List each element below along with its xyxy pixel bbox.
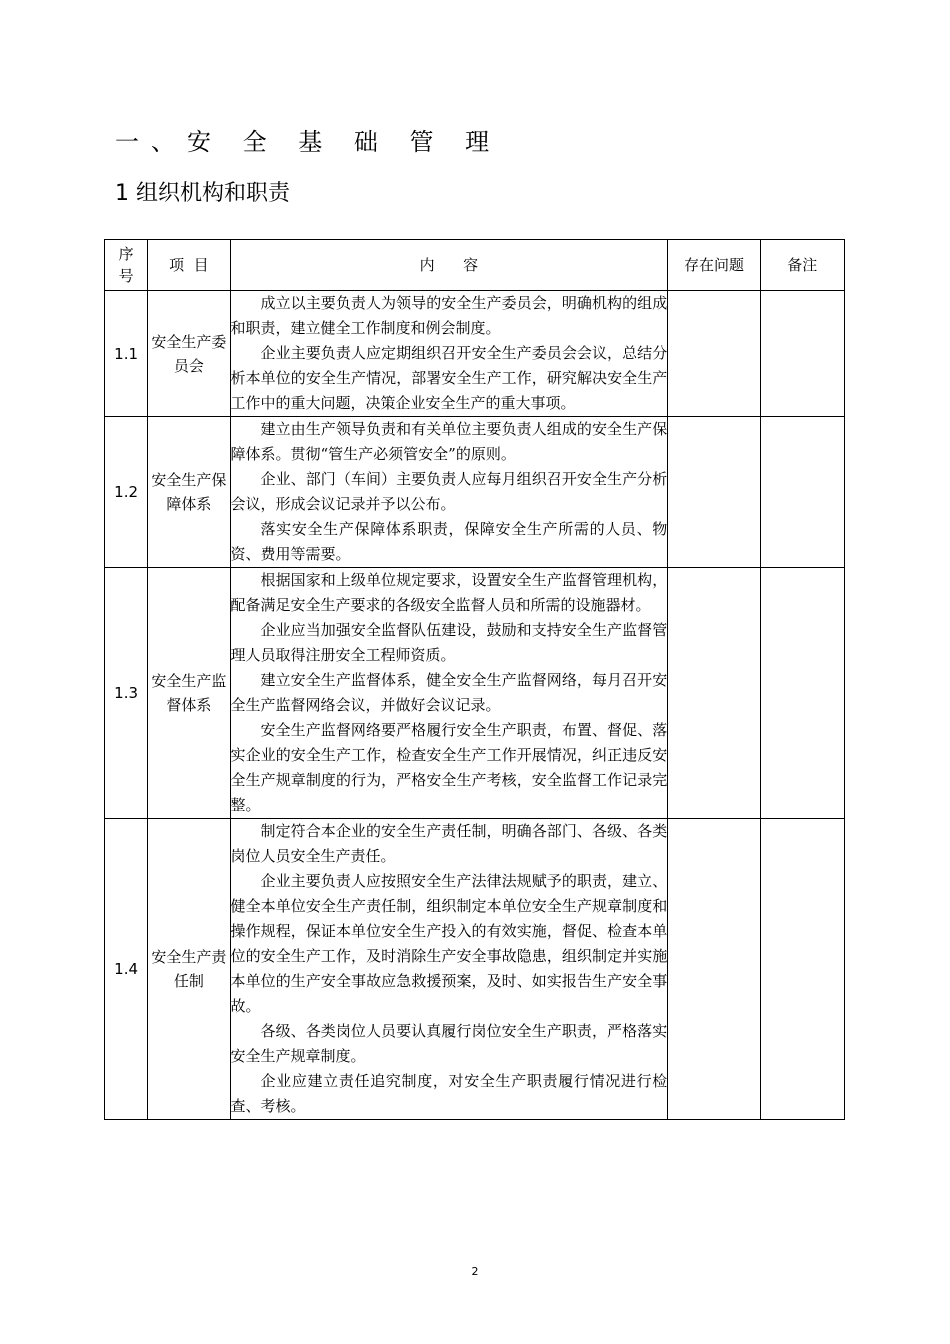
row-item [148,568,230,819]
content-paragraph: 落实安全生产保障体系职责，保障安全生产所需的人员、物资、费用等需要。 [230,520,668,563]
content-paragraph: 企业、部门（车间）主要负责人应每月组织召开安全生产分析会议，形成会议记录并予以公布。 [230,470,668,513]
content-paragraph: 成立以主要负责人为领导的安全生产委员会，明确机构的组成和职责，建立健全工作制度和例会制度。 [230,294,668,337]
content-paragraph: 企业应当加强安全监督队伍建设，鼓励和支持安全生产监督管理人员取得注册安全工程师资质。 [230,621,668,664]
content-paragraph: 企业主要负责人应定期组织召开安全生产委员会会议，总结分析本单位的安全生产情况，部署安全生产工作，研究解决安全生产工作中的重大问题，决策企业安全生产的重大事项。 [230,344,668,412]
row-item [148,819,230,1120]
row-issue-cell [668,819,760,1120]
content-paragraph: 企业应建立责任追究制度，对安全生产职责履行情况进行检查、考核。 [230,1072,668,1115]
row-issue-cell [668,291,760,417]
section-heading: 一、安 全 基 础 管 理 [115,128,502,156]
row-content [230,568,668,819]
row-item-label: 安全生产监督体系 [151,672,227,714]
row-note-cell [760,568,844,819]
row-number: 1.1 [105,291,148,417]
row-number: 1.4 [105,819,148,1120]
row-note-cell [760,291,844,417]
content-paragraph: 建立由生产领导负责和有关单位主要负责人组成的安全生产保障体系。贯彻“管生产必须管安全”的原则。 [230,420,668,463]
row-item [148,291,230,417]
row-content [230,417,668,568]
header-item: 项 目 [148,240,230,291]
row-item [148,417,230,568]
row-item-label: 安全生产责任制 [151,948,227,990]
table-row [105,568,845,819]
responsibility-table [104,239,845,1120]
page-number: 2 [471,1265,479,1278]
row-content [230,291,668,417]
row-item-label: 安全生产保障体系 [151,471,227,513]
row-note-cell [760,417,844,568]
table-header-row [105,240,845,291]
table-row [105,291,845,417]
content-paragraph: 制定符合本企业的安全生产责任制，明确各部门、各级、各类岗位人员安全生产责任。 [230,822,668,865]
header-no: 序号 [105,240,148,291]
header-issue: 存在问题 [668,240,760,291]
table-row [105,417,845,568]
row-number: 1.2 [105,417,148,568]
content-paragraph: 各级、各类岗位人员要认真履行岗位安全生产职责，严格落实安全生产规章制度。 [230,1022,668,1065]
table-row [105,819,845,1120]
header-note: 备注 [760,240,844,291]
content-paragraph: 建立安全生产监督体系，健全安全生产监督网络，每月召开安全生产监督网络会议，并做好会议记录。 [230,671,668,714]
content-paragraph: 根据国家和上级单位规定要求，设置安全生产监督管理机构，配备满足安全生产要求的各级安全监督人员和所需的设施器材。 [230,571,668,614]
row-item-label: 安全生产委员会 [151,332,227,375]
subsection-heading: 1 组织机构和职责 [115,181,290,206]
row-note-cell [760,819,844,1120]
header-content: 内 容 [230,240,668,291]
row-number: 1.3 [105,568,148,819]
row-issue-cell [668,568,760,819]
row-issue-cell [668,417,760,568]
content-paragraph: 企业主要负责人应按照安全生产法律法规赋予的职责，建立、健全本单位安全生产责任制，组织制定本单位安全生产规章制度和操作规程，保证本单位安全生产投入的有效实施，督促、检查本单位的安全生产工作，及时消除生产安全事故隐患，组织制定并实施本单位的生产安全事故应急救援预案，及时、如实报告生产安全事故。 [230,872,668,1015]
row-content [230,819,668,1120]
content-paragraph: 安全生产监督网络要严格履行安全生产职责，布置、督促、落实企业的安全生产工作，检查安全生产工作开展情况，纠正违反安全生产规章制度的行为，严格安全生产考核，安全监督工作记录完整。 [230,721,668,814]
